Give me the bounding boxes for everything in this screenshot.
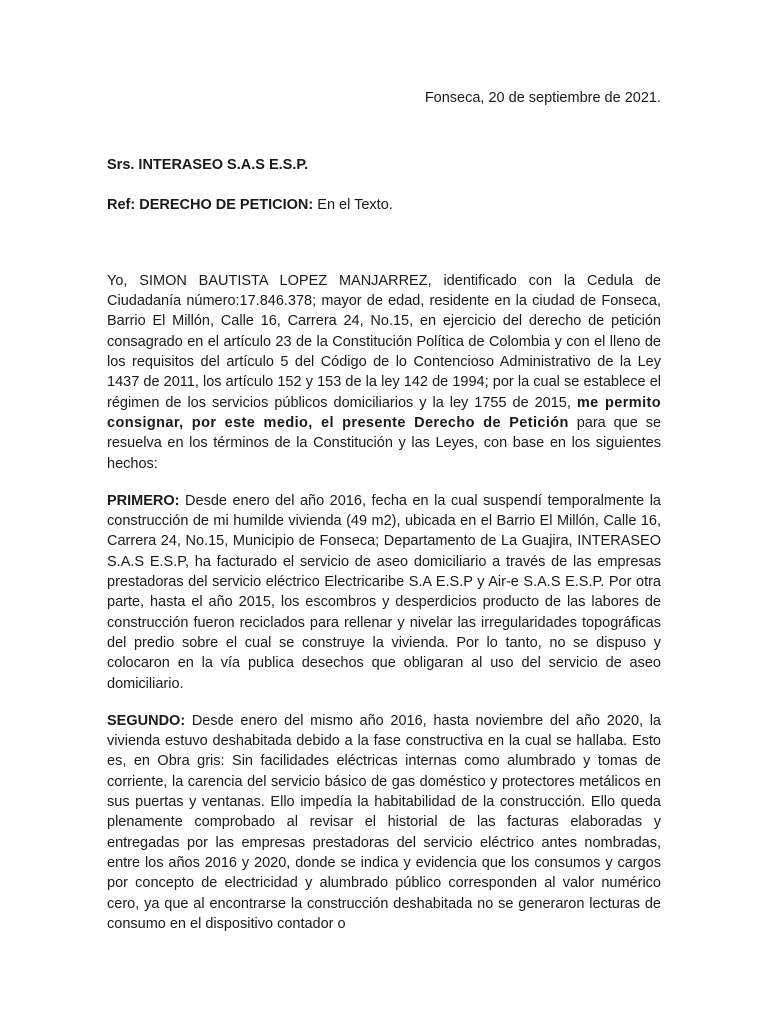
letter-page (107, 88, 661, 934)
reference-label: Ref: DERECHO DE PETICION: (107, 196, 314, 213)
intro-text-end: para que se resuelva en los términos de la Constitución y las Leyes, con base en los siguientes hechos: (107, 414, 662, 472)
date-line: Fonseca, 20 de septiembre de 2021. (424, 90, 661, 106)
segundo-text: Desde enero del mismo año 2016, hasta noviembre del año 2020, la vivienda estuvo deshabitada debido a la fase constructiva en la cual se hallaba. Esto es, en Obra gris: Sin facilidades eléctricas internas como alumbrado y tomas de corriente, la carencia del servicio básico de gas doméstico y protectores metálicos en sus puertas y ventanas. Ello impedía la habitabilidad de la construcción. Ello queda plenamente comprobado al revisar el historial de las facturas elaboradas y entregadas por las empresas prestadoras del servicio eléctrico antes nombradas, entre los años 2016 y 2020, donde se indica y evidencia que los consumos y cargos por concepto de electricidad y alumbrado público corresponden al valor numérico cero, ya que al encontrarse la construcción deshabitada no se generaron lecturas de consumo en el dispositivo contador o (107, 712, 661, 932)
segundo-label: SEGUNDO: (107, 712, 186, 729)
intro-text-start: Yo, SIMON BAUTISTA LOPEZ MANJARREZ, identificado con la Cedula de Ciudadanía número:17.846.378; mayor de edad, residente en la ciudad de Fonseca, Barrio El Millón, Calle 16, Carrera 24, No.15, en ejercicio del derecho de petición consagrado en el artículo 23 de la Constitución Política de Colombia y con el lleno de los requisitos del artículo 5 del Código de lo Contencioso Administrativo de la Ley 1437 de 2011, los artículo 152 y 153 de la ley 142 de 1994; por la cual se establece el régimen de los servicios públicos domiciliarios y la ley 1755 de 2015, (107, 272, 661, 411)
primero-label: PRIMERO: (107, 492, 180, 509)
primero-text: Desde enero del año 2016, fecha en la cual suspendí temporalmente la construcción de mi humilde vivienda (49 m2), ubicada en el Barrio El Millón, Calle 16, Carrera 24, No.15, Municipio de Fonseca; Departamento de La Guajira, INTERASEO S.A.S E.S.P, ha facturado el servicio de aseo domiciliario a través de las empresas prestadoras del servicio eléctrico Electricaribe S.A E.S.P y Air-e S.A.S E.S.P. Por otra parte, hasta el año 2015, los escombros y desperdicios producto de las labores de construcción fueron reciclados para rellenar y nivelar las irregularidades topográficas del predio sobre el cual se construye la vivienda. Por lo tanto, no se dispuso y colocaron en la vía publica desechos que obligaran al uso del servicio de aseo domiciliario. (107, 492, 661, 692)
primero-paragraph (107, 491, 661, 694)
reference-text: En el Texto. (317, 196, 393, 213)
segundo-paragraph (107, 711, 661, 934)
addressee: Srs. INTERASEO S.A.S E.S.P. (107, 157, 309, 174)
intro-emphasis: me permito consignar, por este medio, el presente Derecho de Petición (107, 394, 661, 431)
intro-paragraph (107, 271, 661, 474)
reference-line (107, 195, 661, 215)
